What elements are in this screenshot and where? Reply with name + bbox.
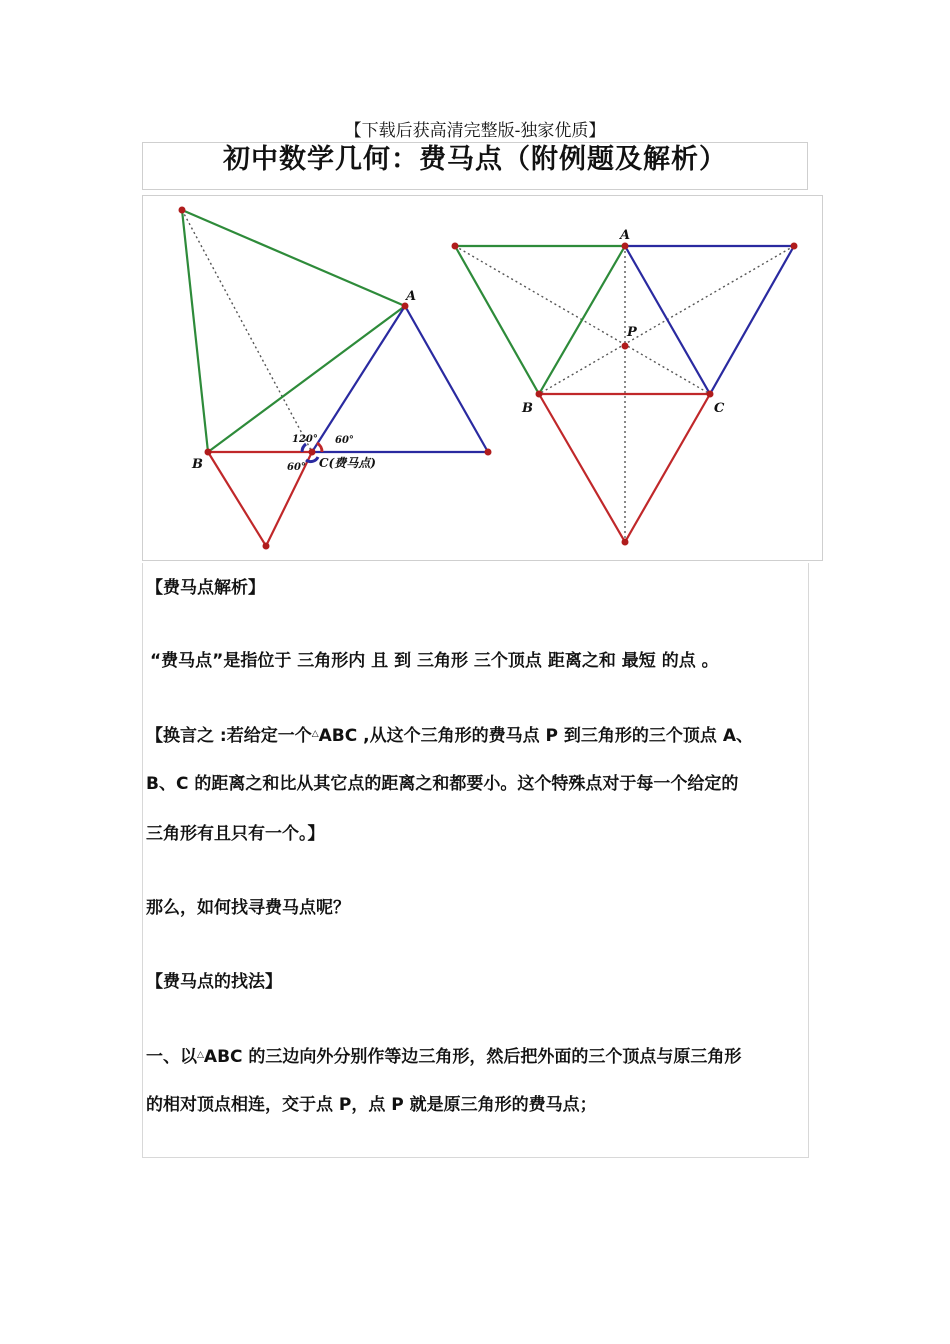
restate-line-3: 三角形有且只有一个。】 — [146, 824, 325, 844]
vertex-dot — [707, 391, 714, 398]
definition-text: “费马点”是指位于 三角形内 且 到 三角形 三个顶点 距离之和 最短 的点 。 — [150, 651, 719, 671]
method-1a-text: 一、以 — [146, 1047, 197, 1067]
question-text: 那么，如何找寻费马点呢？ — [146, 898, 350, 918]
label-c: C — [714, 401, 725, 416]
download-note: 【下载后获高清完整版-独家优质】 — [344, 121, 606, 141]
restate-line-2: B、C 的距离之和比从其它点的距离之和都要小。这个特殊点对于每一个给定的 — [146, 774, 739, 794]
blue-triangle — [625, 246, 794, 394]
vertex-dot — [485, 449, 492, 456]
right-diagram — [452, 228, 798, 546]
triangle-symbol: △ — [311, 729, 319, 739]
angle-mark — [302, 444, 306, 452]
label-a: A — [406, 289, 417, 304]
restate-line-1 — [146, 709, 811, 761]
vertex-dot — [622, 539, 629, 546]
vertex-dot — [179, 207, 186, 214]
vertex-dot — [791, 243, 798, 250]
fermat-point-figure — [0, 0, 950, 580]
vertex-dot — [622, 243, 629, 250]
label-angle-60-bottom: 60° — [287, 462, 306, 473]
method-line-1 — [146, 1030, 811, 1082]
label-angle-120: 120° — [292, 434, 318, 445]
heading-method: 【费马点的找法】 — [146, 972, 282, 992]
vertex-dot — [263, 543, 270, 550]
vertex-dot — [452, 243, 459, 250]
triangle-symbol: △ — [197, 1050, 204, 1060]
label-c-fermat: C(费马点) — [319, 456, 376, 470]
restate-1b-text: ABC ,从这个三角形的费马点 P 到三角形的三个顶点 A、 — [318, 726, 753, 746]
point-p-dot — [622, 343, 629, 350]
green-triangle — [455, 246, 625, 394]
method-1b-text: ABC 的三边向外分别作等边三角形，然后把外面的三个顶点与原三角形 — [203, 1047, 742, 1067]
restate-1-text: 【换言之 :若给定一个 — [146, 726, 312, 746]
dotted-line — [182, 210, 312, 452]
vertex-dot — [309, 449, 316, 456]
label-b: B — [192, 457, 203, 472]
heading-analysis: 【费马点解析】 — [146, 578, 265, 598]
method-line-2: 的相对顶点相连，交于点 P，点 P 就是原三角形的费马点； — [146, 1095, 597, 1115]
vertex-dot — [205, 449, 212, 456]
left-diagram — [179, 207, 492, 550]
label-p: P — [627, 325, 637, 340]
label-b: B — [522, 401, 533, 416]
label-angle-60-top: 60° — [335, 435, 354, 446]
label-a: A — [620, 228, 631, 243]
blue-triangle — [312, 306, 488, 452]
green-triangle — [182, 210, 405, 452]
vertex-dot — [536, 391, 543, 398]
page-title: 初中数学几何：费马点（附例题及解析） — [223, 144, 727, 175]
